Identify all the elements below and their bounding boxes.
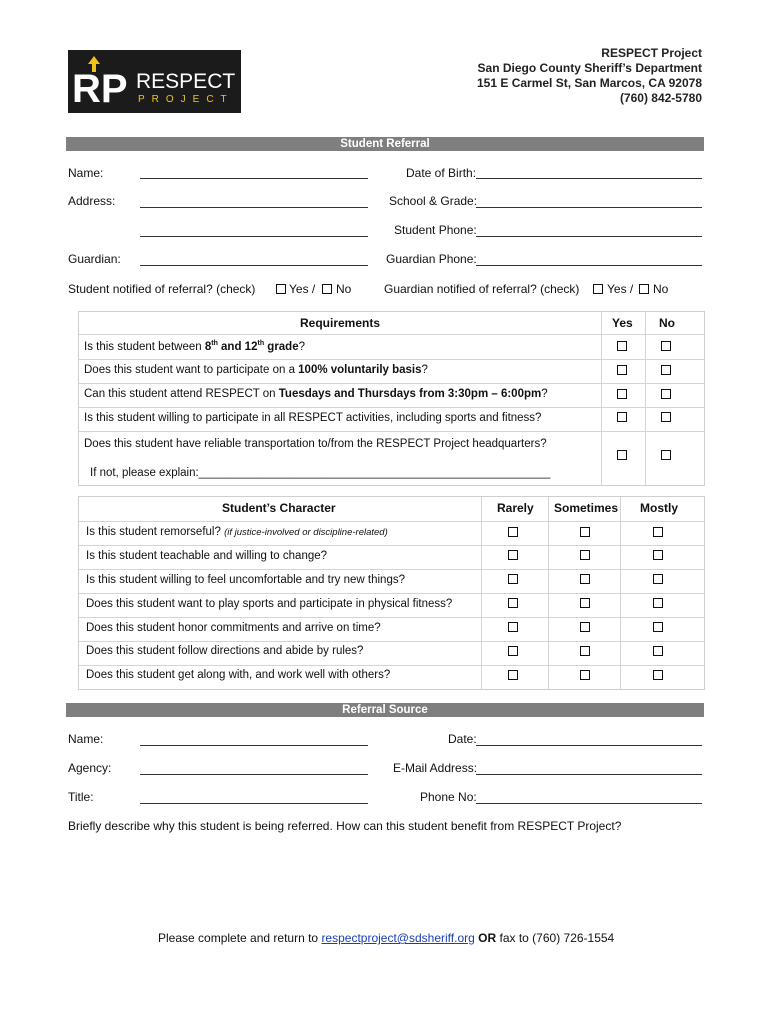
char-teamwork-question: Does this student get along with, and work well with others? — [86, 669, 391, 681]
char-rules-rarely-checkbox[interactable] — [508, 646, 518, 656]
requirements-no-header: No — [659, 316, 675, 330]
character-rarely-header: Rarely — [497, 501, 534, 515]
student-phone-field[interactable] — [476, 236, 702, 237]
char-teachable-mostly-checkbox[interactable] — [653, 550, 663, 560]
char-commitments-rarely-checkbox[interactable] — [508, 622, 518, 632]
char-remorseful-rarely-checkbox[interactable] — [508, 527, 518, 537]
student-notified-yes-checkbox[interactable] — [276, 284, 286, 294]
title-field[interactable] — [140, 803, 368, 804]
req-grade-yes-checkbox[interactable] — [617, 341, 627, 351]
char-teachable-question: Is this student teachable and willing to change? — [86, 550, 328, 562]
referrer-phone-field[interactable] — [476, 803, 702, 804]
org-department: San Diego County Sheriff’s Department — [477, 61, 702, 75]
student-notified-label: Student notified of referral? (check) — [68, 282, 256, 296]
req-schedule-yes-checkbox[interactable] — [617, 389, 627, 399]
student-notified-no-checkbox[interactable] — [322, 284, 332, 294]
guardian-notified-yes-checkbox[interactable] — [593, 284, 603, 294]
req-activities-no-checkbox[interactable] — [661, 412, 671, 422]
student-name-field[interactable] — [140, 178, 368, 179]
org-street: 151 E Carmel St, San Marcos, CA 92078 — [477, 76, 702, 90]
req-schedule-no-checkbox[interactable] — [661, 389, 671, 399]
guardian-notified-yes-label: Yes / — [607, 282, 634, 296]
char-uncomfortable-mostly-checkbox[interactable] — [653, 574, 663, 584]
req-voluntary-no-checkbox[interactable] — [661, 365, 671, 375]
char-uncomfortable-rarely-checkbox[interactable] — [508, 574, 518, 584]
guardian-phone-field[interactable] — [476, 265, 702, 266]
char-uncomfortable-sometimes-checkbox[interactable] — [580, 574, 590, 584]
char-sports-mostly-checkbox[interactable] — [653, 598, 663, 608]
guardian-notified-no-label: No — [653, 282, 669, 296]
title-label: Title: — [68, 790, 94, 804]
req-transportation-yes-checkbox[interactable] — [617, 450, 627, 460]
req-grade-question: Is this student between 8th and 12th grade? — [84, 340, 306, 353]
email-label: E-Mail Address: — [393, 761, 478, 775]
guardian-field[interactable] — [140, 265, 368, 266]
respect-project-logo — [68, 50, 241, 113]
req-voluntary-question: Does this student want to participate on a 100% voluntarily basis? — [84, 364, 428, 376]
logo-subword: PROJECT — [138, 94, 234, 105]
guardian-phone-label: Guardian Phone: — [386, 252, 477, 266]
agency-label: Agency: — [68, 761, 112, 775]
req-transportation-question: Does this student have reliable transportation to/from the RESPECT Project headquarters? — [84, 438, 547, 450]
address-field-line2[interactable] — [140, 236, 368, 237]
referral-description-prompt: Briefly describe why this student is being referred. How can this student benefit from RESPECT Project? — [68, 819, 622, 833]
char-remorseful-question: Is this student remorseful? (if justice-involved or discipline-related) — [86, 526, 388, 538]
char-rules-mostly-checkbox[interactable] — [653, 646, 663, 656]
char-sports-sometimes-checkbox[interactable] — [580, 598, 590, 608]
guardian-label: Guardian: — [68, 252, 121, 266]
org-name: RESPECT Project — [601, 46, 702, 60]
address-label: Address: — [68, 194, 116, 208]
char-remorseful-mostly-checkbox[interactable] — [653, 527, 663, 537]
char-rules-sometimes-checkbox[interactable] — [580, 646, 590, 656]
referrer-name-label: Name: — [68, 732, 104, 746]
char-remorseful-sometimes-checkbox[interactable] — [580, 527, 590, 537]
logo-initials: RP — [72, 67, 128, 111]
referral-date-field[interactable] — [476, 745, 702, 746]
char-sports-question: Does this student want to play sports and participate in physical fitness? — [86, 598, 453, 610]
character-mostly-header: Mostly — [640, 501, 679, 515]
char-commitments-question: Does this student honor commitments and arrive on time? — [86, 622, 381, 634]
student-notified-no-label: No — [336, 282, 352, 296]
guardian-notified-no-checkbox[interactable] — [639, 284, 649, 294]
address-field[interactable] — [140, 207, 368, 208]
email-field[interactable] — [476, 774, 702, 775]
char-teamwork-rarely-checkbox[interactable] — [508, 670, 518, 680]
character-header: Student’s Character — [222, 501, 336, 515]
char-teamwork-sometimes-checkbox[interactable] — [580, 670, 590, 680]
organization-address — [477, 46, 702, 106]
footer-email-link[interactable]: respectproject@sdsheriff.org — [321, 931, 475, 945]
char-teamwork-mostly-checkbox[interactable] — [653, 670, 663, 680]
agency-field[interactable] — [140, 774, 368, 775]
referrer-phone-label: Phone No: — [420, 790, 477, 804]
char-commitments-mostly-checkbox[interactable] — [653, 622, 663, 632]
character-sometimes-header: Sometimes — [554, 501, 619, 515]
guardian-notified-label: Guardian notified of referral? (check) — [384, 282, 580, 296]
char-teachable-sometimes-checkbox[interactable] — [580, 550, 590, 560]
req-activities-question: Is this student willing to participate in all RESPECT activities, including sports and fitness? — [84, 412, 542, 424]
req-explain-field[interactable]: If not, please explain:_______________________________________________________ — [90, 467, 551, 479]
requirements-header: Requirements — [300, 316, 381, 330]
footer-instructions: Please complete and return to respectproject@sdsheriff.org OR fax to (760) 726-1554 — [158, 931, 615, 945]
char-uncomfortable-question: Is this student willing to feel uncomfortable and try new things? — [86, 574, 405, 586]
referral-description-field[interactable] — [68, 838, 702, 918]
section-student-referral: Student Referral — [66, 137, 704, 151]
referrer-name-field[interactable] — [140, 745, 368, 746]
logo-word: RESPECT — [136, 70, 236, 93]
school-grade-label: School & Grade: — [389, 194, 478, 208]
section-referral-source: Referral Source — [66, 703, 704, 717]
org-phone: (760) 842-5780 — [619, 91, 702, 105]
req-voluntary-yes-checkbox[interactable] — [617, 365, 627, 375]
school-grade-field[interactable] — [476, 207, 702, 208]
char-teachable-rarely-checkbox[interactable] — [508, 550, 518, 560]
req-grade-no-checkbox[interactable] — [661, 341, 671, 351]
req-transportation-no-checkbox[interactable] — [661, 450, 671, 460]
char-commitments-sometimes-checkbox[interactable] — [580, 622, 590, 632]
student-notified-yes-label: Yes / — [289, 282, 316, 296]
req-schedule-question: Can this student attend RESPECT on Tuesdays and Thursdays from 3:30pm – 6:00pm? — [84, 388, 548, 400]
dob-label: Date of Birth: — [406, 166, 477, 180]
dob-field[interactable] — [476, 178, 702, 179]
student-phone-label: Student Phone: — [394, 223, 477, 237]
char-sports-rarely-checkbox[interactable] — [508, 598, 518, 608]
requirements-yes-header: Yes — [612, 316, 633, 330]
req-activities-yes-checkbox[interactable] — [617, 412, 627, 422]
char-rules-question: Does this student follow directions and abide by rules? — [86, 645, 364, 657]
referral-date-label: Date: — [448, 732, 477, 746]
student-name-label: Name: — [68, 166, 104, 180]
